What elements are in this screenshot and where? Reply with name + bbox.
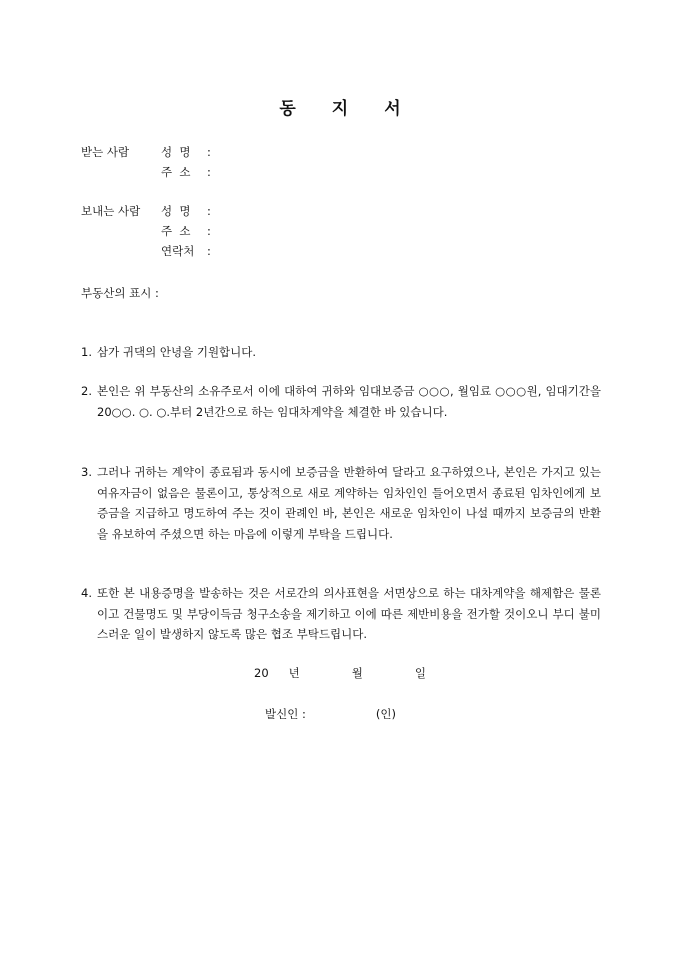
receiver-address-label: 주 소 <box>161 165 191 179</box>
paragraph-number: 4. <box>81 586 92 600</box>
paragraph-text: 본인은 위 부동산의 소유주로서 이에 대하여 귀하와 임대보증금 ○○○, 월임료 ○○○원, 임대기간을 20○○. ○. ○.부터 2년간으로 하는 임대차계약을 체결한 바 있습니다. <box>97 384 601 419</box>
sender-contact-label: 연락처 <box>161 244 195 258</box>
title-char: 동 <box>279 99 296 119</box>
date-prefix: 20 <box>254 666 269 680</box>
date-day: 일 <box>414 666 426 680</box>
paragraph <box>81 342 601 363</box>
document-title <box>0 94 680 119</box>
date-month: 월 <box>351 666 363 680</box>
colon: : <box>207 224 211 238</box>
title-char: 서 <box>384 99 401 119</box>
receiver-name-label: 성 명 <box>161 145 191 159</box>
date-year: 년 <box>288 666 300 680</box>
sender-name-label: 성 명 <box>161 204 191 218</box>
date-line <box>0 665 680 681</box>
colon: : <box>207 165 211 179</box>
paragraph-text: 또한 본 내용증명을 발송하는 것은 서로간의 의사표현을 서면상으로 하는 대차계약을 해제함은 물론이고 건물명도 및 부당이득금 청구소송을 제기하고 이에 따른 제반비용을 전가할 것이오니 부디 불미스러운 일이 발생하지 않도록 많은 협조 부탁드립니다. <box>97 586 601 641</box>
paragraph-number: 2. <box>81 384 92 398</box>
sender-block <box>81 201 217 261</box>
receiver-block <box>81 142 217 182</box>
property-label: 부동산의 표시 : <box>81 286 159 300</box>
paragraph-number: 3. <box>81 465 92 479</box>
paragraph <box>81 462 601 544</box>
paragraph-text: 삼가 귀댁의 안녕을 기원합니다. <box>97 345 257 359</box>
signature-line <box>265 706 396 722</box>
colon: : <box>207 145 211 159</box>
paragraph-number: 1. <box>81 345 92 359</box>
paragraph <box>81 381 601 422</box>
colon: : <box>207 244 211 258</box>
sender-role: 보내는 사람 <box>81 204 141 218</box>
signature-label: 발신인 : <box>265 707 306 721</box>
paragraph <box>81 583 601 645</box>
paragraph-text: 그러나 귀하는 계약이 종료됨과 동시에 보증금을 반환하여 달라고 요구하였으나, 본인은 가지고 있는 여유자금이 없음은 물론이고, 통상적으로 새로 계약하는 임차인인 들어오면서 종료된 임차인에게 보증금을 지급하고 명도하여 주는 것이 관례인 바, 본인은 새로운 임차인이 나설 때까지 보증금의 반환을 유보하여 주셨으면 하는 마음에 이렇게 부탁을 드립니다. <box>97 465 601 541</box>
receiver-role: 받는 사람 <box>81 145 130 159</box>
title-char: 지 <box>331 99 349 119</box>
colon: : <box>207 204 211 218</box>
seal-mark: (인) <box>375 707 396 721</box>
sender-address-label: 주 소 <box>161 224 191 238</box>
